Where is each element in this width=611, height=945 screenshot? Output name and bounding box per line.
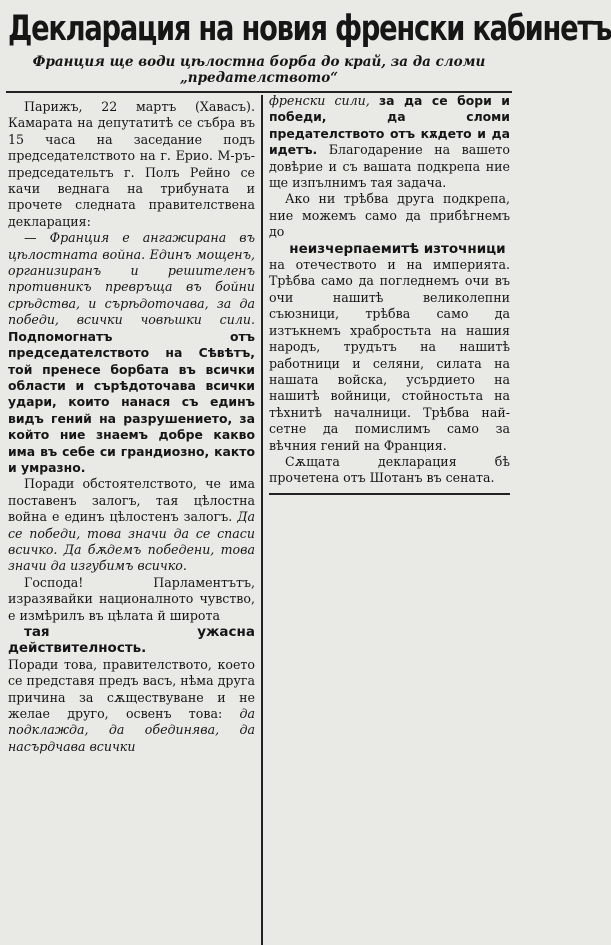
paragraph-senate: Сѫщата декларация бѣ прочетена отъ Шотанъ въ сената. bbox=[268, 453, 510, 486]
paragraph-sources: на отечеството и на империята. Трѣбва само да погледнемъ очи въ очи нашитѣ великолепни съюзници, трѣбва само да изтъкнемъ храбростьта на нашия народъ, трудътъ на нашитѣ работници и селяни, силата на нашата войска, усърдието на нашитѣ войници, стойностьта на тѣхнитѣ началници. Трѣбва най-сетне да помислимъ само за вѣчния гений на Франция. bbox=[268, 257, 510, 453]
paragraph-declaration bbox=[8, 230, 255, 476]
right-column bbox=[263, 93, 512, 945]
paragraph-dateline: Парижъ, 22 мартъ (Хавасъ). Камарата на депутатитѣ се събра въ 15 часа на заседание подъ председателството на г. Ерио. М-ръ-председательтъ г. Полъ Рейно се качи веднага на трибуната и прочете следната правителствена декларация: bbox=[8, 99, 255, 229]
paragraph-gentlemen: Господа! Парламентътъ, изразявайки националното чувство, е измѣрилъ въ цѣлата й широта bbox=[8, 574, 255, 623]
left-column bbox=[6, 93, 261, 945]
continuation-text: Благодарение на вашето довѣрие и съ вашата подкрепа ние ще изпълнимъ тая задача. bbox=[268, 142, 510, 191]
paragraph-government bbox=[8, 657, 255, 755]
paragraph-support: Ако ни трѣбва друга подкрепа, ние можемъ само да прибѣгнемъ до bbox=[268, 191, 510, 240]
declaration-italic-text: — Франция е ангажирана въ цѣлостната война. Единъ мощенъ, организиранъ и решителенъ противникъ превръща въ бойни срѣдства, и сърѣдоточава, за да победи, всички човѣшки сили. bbox=[8, 230, 255, 328]
government-text: Поради това, правителството, което се представя предъ васъ, нѣма друга причина за сѫществуване и не желае друго, освенъ това: bbox=[8, 656, 255, 722]
right-column-subhead: неизчерпаемитѣ източници bbox=[289, 240, 506, 257]
stake-italic-text: Да се победи, това значи да се спаси всичко. Да бѫдемъ победени, това значи да изгубимъ всичко. bbox=[8, 509, 255, 574]
government-italic-text: да подклажда, да обединява, да насърдчава всички bbox=[8, 706, 255, 754]
continuation-bold-text: за да се бори и победи, да сломи предателството отъ кѫдето и да идетъ. bbox=[268, 93, 510, 158]
declaration-bold-text: Подпомогнатъ отъ председателството на Сѣвѣтъ, той пренесе борбата въ всички области и сърѣдоточава всички удари, които нанася съ единъ видъ гений на разрушението, за който ние знаемъ добре какво има въ себе си грандиозно, както и умразно. bbox=[8, 328, 255, 475]
article-subheadline: Франция ще води цѣлостна борба до край, за да сломи „предателството“ bbox=[32, 54, 486, 86]
continuation-italic-text: френски сили, bbox=[268, 93, 370, 108]
column-end-rule bbox=[269, 493, 510, 495]
article-headline: Декларация на новия френски кабинетъ bbox=[8, 9, 611, 49]
paragraph-continuation bbox=[269, 93, 510, 191]
left-column-subhead: тая ужасна действителность. bbox=[8, 624, 255, 657]
paragraph-stake bbox=[8, 476, 255, 574]
stake-text: Поради обстоятелството, че има поставенъ залогъ, тая цѣлостна война е единъ цѣлостенъ залогъ. bbox=[8, 476, 255, 525]
article-body bbox=[6, 93, 512, 945]
